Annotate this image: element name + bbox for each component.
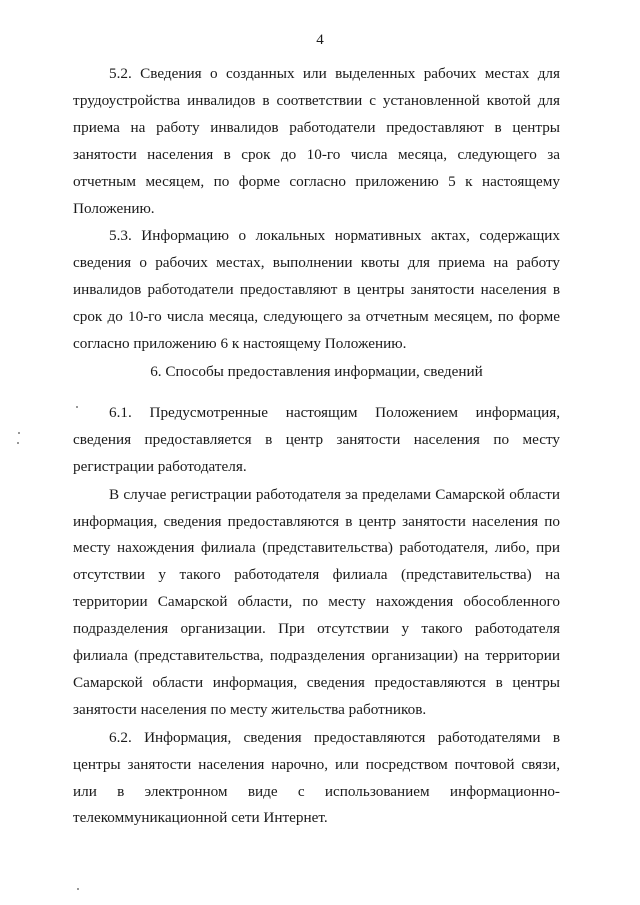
paragraph-6-1-continuation: В случае регистрации работодателя за пределами Самарской области информация, сведения предоставляются в центр занятости населения по месту нахождения филиала (представительства) работодателя, либо, при отсутствии у такого работодателя филиала (представительства) на территории Самарской области, по месту нахождения обособленного подразделения организации. При отсутствии у такого работодателя филиала (представительства, подразделения организации) на территории Самарской области информация, сведения предоставляются в центры занятости населения по месту жительства работников.: [73, 485, 560, 718]
section-heading-6: 6. Способы предоставления информации, сведений: [150, 362, 483, 380]
paragraph-5-2: 5.2. Сведения о созданных или выделенных рабочих местах для трудоустройства инвалидов в соответствии с установленной квотой для приема на работу инвалидов работодатели предоставляют в центры занятости населения в срок до 10-го числа месяца, следующего за отчетным месяцем, по форме согласно приложению 5 к настоящему Положению.: [73, 65, 560, 217]
page-number: 4: [316, 32, 324, 48]
scan-speck: [17, 442, 19, 444]
scan-speck: [76, 406, 78, 408]
scan-speck: [77, 888, 79, 890]
paragraph-6-2: 6.2. Информация, сведения предоставляются работодателями в центры занятости населения нарочно, или посредством почтовой связи, или в электронном виде с использованием информационно-телекоммуникационной сети Интернет.: [73, 728, 560, 827]
paragraph-5-3: 5.3. Информацию о локальных нормативных актах, содержащих сведения о рабочих местах, выполнении квоты для приема на работу инвалидов работодатели предоставляют в центры занятости населения в срок до 10-го числа месяца, следующего за отчетным месяцем, по форме согласно приложению 6 к настоящему Положению.: [73, 227, 560, 353]
paragraph-6-1: 6.1. Предусмотренные настоящим Положением информация, сведения предоставляется в центр занятости населения по месту регистрации работодателя.: [73, 403, 560, 475]
document-body: [73, 61, 560, 832]
scan-speck: [18, 432, 20, 434]
